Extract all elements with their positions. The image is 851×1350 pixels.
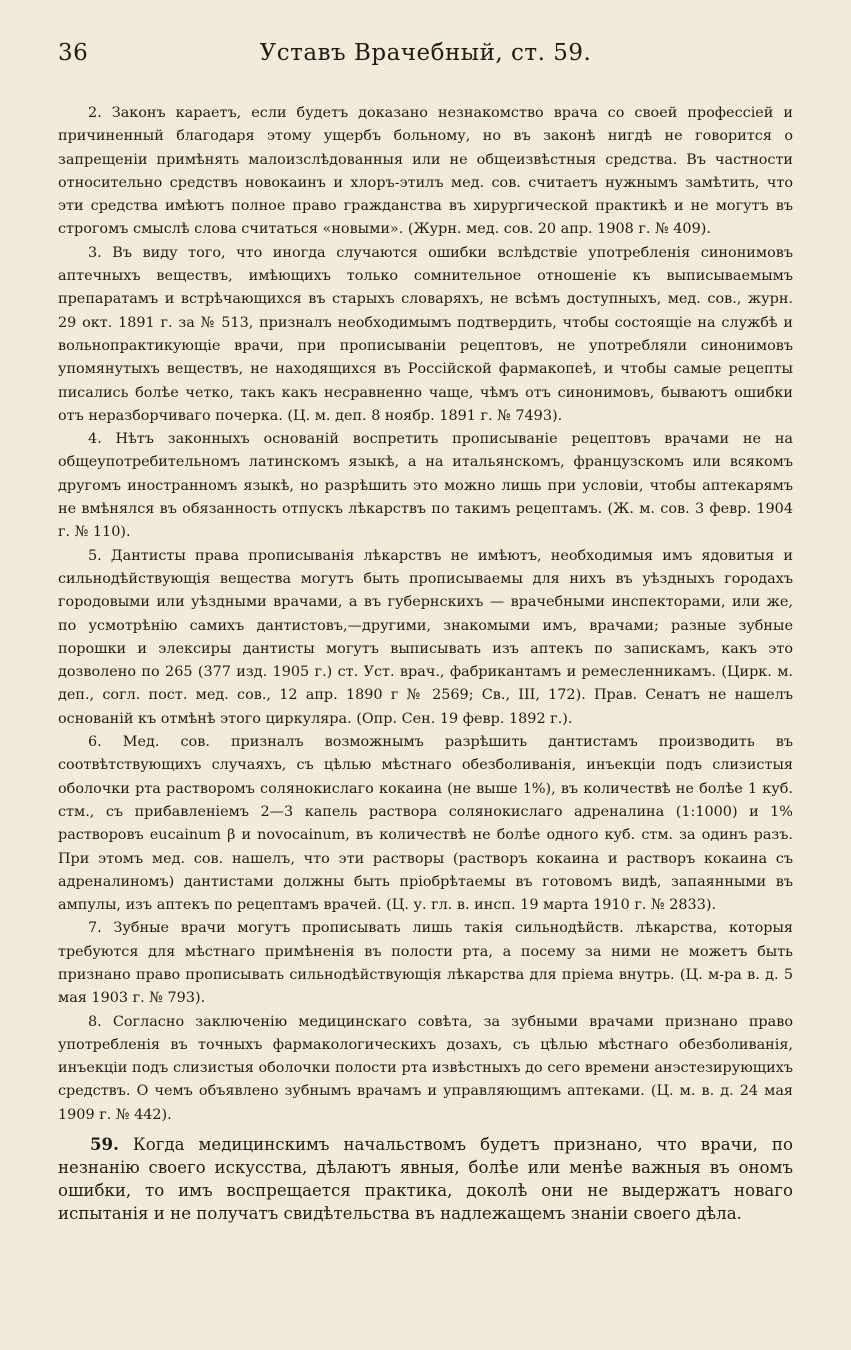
article-59 bbox=[58, 1133, 793, 1225]
note-5: 5. Дантисты права прописыванiя лѣкарствъ не имѣютъ, необходимыя имъ ядовитыя и сильнодѣйствующiя вещества могутъ быть прописываемы для нихъ въ уѣздныхъ городахъ городовыми или уѣздными врачами, а въ губернскихъ — врачебными инспекторами, или же, по усмотрѣнiю самихъ дантистовъ,—другими, знакомыми имъ, врачами; разные зубные порошки и элексиры дантисты могутъ выписывать изъ аптекъ по запискамъ, какъ это дозволено по 265 (377 изд. 1905 г.) ст. Уст. врач., фабрикантамъ и ремесленникамъ. (Цирк. м. деп., согл. пост. мед. сов., 12 апр. 1890 г № 2569; Св., III, 172). Прав. Сенатъ не нашелъ основанiй къ отмѣнѣ этого циркуляра. (Опр. Сен. 19 февр. 1892 г.). bbox=[58, 547, 793, 727]
running-title: Уставъ Врачебный, ст. 59. bbox=[259, 40, 592, 66]
note-3: 3. Въ виду того, что иногда случаются ошибки вслѣдствiе употребленiя синонимовъ аптечныхъ веществъ, имѣющихъ только сомнительное отношенiе къ выписываемымъ препаратамъ и встрѣчающихся въ старыхъ словаряхъ, не всѣмъ доступныхъ, мед. сов., журн. 29 окт. 1891 г. за № 513, призналъ необходимымъ подтвердить, чтобы состоящiе на службѣ и вольнопрактикующiе врачи, при прописыванiи рецептовъ, не употребляли синонимовъ упомянутыхъ веществъ, не находящихся въ Россiйской фармакопеѣ, и чтобы самые рецепты писались болѣе четко, такъ какъ несравненно чаще, чѣмъ отъ синонимовъ, бываютъ ошибки отъ неразборчиваго почерка. (Ц. м. деп. 8 ноябр. 1891 г. № 7493). bbox=[58, 244, 793, 424]
article-text: Когда медицинскимъ начальствомъ будетъ признано, что врачи, по незнанiю своего искусства, дѣлаютъ явныя, болѣе или менѣе важныя въ ономъ ошибки, то имъ воспрещается практика, доколѣ они не выдержатъ новаго испытанiя и не получатъ свидѣтельства въ надлежащемъ знанiи своего дѣла. bbox=[58, 1135, 793, 1224]
note-6: 6. Мед. сов. призналъ возможнымъ разрѣшить дантистамъ производить въ соотвѣтствующихъ случаяхъ, съ цѣлью мѣстнаго обезболиванiя, инъекцiи подъ слизистыя оболочки рта растворомъ солянокислаго кокаина (не выше 1%), въ количествѣ не болѣе 1 куб. стм., съ прибавленiемъ 2—3 капель раствора солянокислаго адреналина (1:1000) и 1% растворовъ eucainum β и novocainum, въ количествѣ не болѣе одного куб. стм. за одинъ разъ. При этомъ мед. сов. нашелъ, что эти растворы (растворъ кокаина и растворъ кокаина съ адреналиномъ) дантистами должны быть прiобрѣтаемы въ готовомъ видѣ, запаянными въ ампулы, изъ аптекъ по рецептамъ врачей. (Ц. у. гл. в. инсп. 19 марта 1910 г. № 2833). bbox=[58, 734, 793, 914]
note-2: 2. Законъ караетъ, если будетъ доказано незнакомство врача со своей профессiей и причиненный благодаря этому ущербъ больному, но въ законѣ нигдѣ не говорится о запрещенiи примѣнять малоизслѣдованныя или не общеизвѣстныя средства. Въ частности относительно средствъ новокаинъ и хлоръ-этилъ мед. сов. считаетъ нужнымъ замѣтить, что эти средства имѣютъ полное право гражданства въ хирургической практикѣ и не могутъ въ строгомъ смыслѣ слова считаться «новыми». (Журн. мед. сов. 20 апр. 1908 г. № 409). bbox=[58, 105, 793, 238]
note-8: 8. Согласно заключенiю медицинскаго совѣта, за зубными врачами признано право употребленiя въ точныхъ фармакологическихъ дозахъ, съ цѣлью мѣстнаго обезболиванiя, инъекцiи подъ слизистыя оболочки полости рта извѣстныхъ до сего времени анэстезирующихъ средствъ. О чемъ объявлено зубнымъ врачамъ и управляющимъ аптеками. (Ц. м. в. д. 24 мая 1909 г. № 442). bbox=[58, 1013, 793, 1123]
notes bbox=[58, 102, 793, 1127]
page-number: 36 bbox=[58, 40, 89, 66]
article-number: 59. bbox=[90, 1134, 119, 1155]
note-4: 4. Нѣтъ законныхъ основанiй воспретить прописыванiе рецептовъ врачами не на общеупотребительномъ латинскомъ языкѣ, а на итальянскомъ, французскомъ или всякомъ другомъ иностранномъ языкѣ, но разрѣшить это можно лишь при условiи, чтобы аптекарямъ не вмѣнялся въ обязанность отпускъ лѣкарствъ по такимъ рецептамъ. (Ж. м. сов. 3 февр. 1904 г. № 110). bbox=[58, 431, 793, 541]
running-head bbox=[58, 40, 793, 80]
note-7: 7. Зубные врачи могутъ прописывать лишь такiя сильнодѣйств. лѣкарства, которыя требуются для мѣстнаго примѣненiя въ полости рта, а посему за ними не можетъ быть признано право прописывать сильнодѣйствующiя лѣкарства для прiема внутрь. (Ц. м-ра в. д. 5 мая 1903 г. № 793). bbox=[58, 920, 793, 1007]
